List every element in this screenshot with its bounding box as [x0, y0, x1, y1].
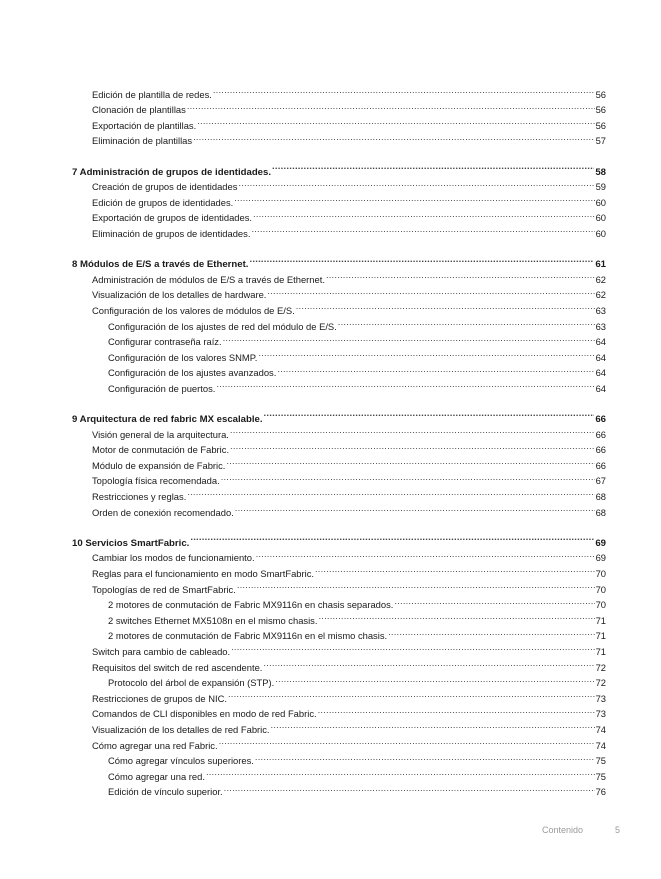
toc-entry-page: 66	[595, 428, 606, 440]
toc-dot-leader	[219, 733, 595, 749]
toc-entry-page: 71	[595, 614, 606, 626]
toc-entry-page: 72	[595, 661, 606, 673]
toc-entry-page: 69	[595, 537, 606, 549]
toc-dot-leader	[338, 314, 595, 330]
toc-dot-leader	[256, 546, 595, 562]
toc-dot-leader	[238, 175, 594, 191]
toc-entry-title: Creación de grupos de identidades	[92, 181, 238, 193]
toc-entry-page: 64	[595, 336, 606, 348]
toc-entry-page: 61	[595, 259, 606, 271]
toc-dot-leader	[237, 577, 595, 593]
toc-dot-leader	[264, 406, 595, 422]
toc-entry[interactable]	[72, 82, 606, 98]
toc-entry-page: 67	[595, 475, 606, 487]
toc-entry-page: 60	[595, 196, 606, 208]
toc-entry-title: Switch para cambio de cableado.	[92, 645, 231, 657]
toc-entry-page: 70	[595, 568, 606, 579]
toc-dot-leader	[224, 780, 595, 796]
toc-entry-page: 75	[595, 755, 606, 767]
toc-dot-leader	[249, 252, 594, 268]
toc-entry-page: 74	[595, 723, 606, 735]
toc-entry-page: 74	[595, 739, 606, 751]
toc-entry-page: 66	[595, 459, 606, 471]
toc-entry-title: Cómo agregar vínculos superiores.	[108, 755, 254, 767]
toc-entry-title: Protocolo del árbol de expansión (STP).	[108, 677, 275, 689]
toc-entry-page: 56	[595, 119, 606, 131]
toc-entry-title: Configuración de los valores SNMP.	[108, 351, 258, 363]
toc-entry-title: Cómo agregar una red.	[108, 770, 205, 782]
toc-entry-page: 76	[595, 786, 606, 798]
toc-entry-title: Cambiar los modos de funcionamiento.	[92, 552, 255, 564]
toc-entry-title: Comandos de CLI disponibles en modo de red Fabric.	[92, 708, 317, 720]
toc-entry-page: 70	[595, 599, 606, 611]
toc-entry-title: Configurar contraseña raíz.	[108, 336, 222, 348]
toc-entry-title: Eliminación de grupos de identidades.	[92, 227, 251, 239]
toc-dot-leader	[230, 438, 595, 454]
toc-dot-leader	[231, 639, 594, 655]
toc-entry-title: Motor de conmutación de Fabric.	[92, 444, 230, 456]
toc-entry-title: Edición de grupos de identidades.	[92, 196, 234, 208]
toc-entry-title: Exportación de plantillas.	[92, 119, 197, 131]
toc-entry-page: 72	[595, 677, 606, 689]
toc-entry-page: 60	[595, 227, 606, 239]
toc-dot-leader	[226, 453, 594, 469]
toc-entry-page: 63	[595, 320, 606, 332]
toc-entry-title: Visualización de los detalles de red Fabric.	[92, 723, 270, 735]
toc-entry-title: Visualización de los detalles de hardware.	[92, 289, 267, 301]
toc-entry-page: 73	[595, 692, 606, 704]
toc-entry-page: 62	[595, 289, 606, 301]
toc-dot-leader	[216, 376, 594, 392]
toc-entry-title: Configuración de los ajustes avanzados.	[108, 367, 277, 379]
toc-entry-title: Eliminación de plantillas	[92, 135, 193, 147]
toc-dot-leader	[228, 686, 595, 702]
toc-dot-leader	[315, 561, 595, 577]
toc-entry-page: 64	[595, 382, 606, 394]
toc-entry-page: 68	[595, 491, 606, 503]
toc-dot-leader	[271, 717, 595, 733]
toc-chapter-entry[interactable]	[72, 530, 606, 549]
toc-entry-title: 2 motores de conmutación de Fabric MX9116n en el mismo chasis.	[108, 630, 388, 642]
toc-dot-leader	[206, 764, 595, 780]
toc-dot-leader	[190, 530, 594, 546]
toc-dot-leader	[187, 98, 595, 114]
toc-chapter-entry[interactable]	[72, 406, 606, 426]
toc-entry-title: Configuración de puertos.	[108, 382, 216, 394]
toc-entry-title: 2 motores de conmutación de Fabric MX9116n en chasis separados.	[108, 599, 394, 611]
table-of-contents	[72, 82, 606, 798]
toc-dot-leader	[263, 655, 594, 671]
toc-dot-leader	[388, 624, 594, 640]
toc-dot-leader	[253, 206, 595, 222]
toc-dot-leader	[193, 129, 595, 145]
toc-entry-page: 56	[595, 104, 606, 116]
page-footer	[0, 825, 661, 839]
toc-dot-leader	[187, 484, 594, 500]
toc-entry-title: Exportación de grupos de identidades.	[92, 212, 253, 224]
toc-entry-page: 66	[595, 444, 606, 456]
toc-entry-title: Configuración de los valores de módulos de E/S.	[92, 304, 295, 316]
toc-entry-title: Configuración de los ajustes de red del módulo de E/S.	[108, 320, 337, 332]
toc-dot-leader	[318, 702, 595, 718]
toc-dot-leader	[326, 267, 595, 283]
toc-entry-title: 10 Servicios SmartFabric.	[72, 537, 190, 549]
toc-dot-leader	[223, 330, 595, 346]
toc-dot-leader	[296, 298, 595, 314]
toc-dot-leader	[275, 671, 594, 687]
toc-entry-title: Edición de plantilla de redes.	[92, 88, 212, 100]
toc-entry-page: 73	[595, 708, 606, 720]
toc-dot-leader	[258, 345, 594, 361]
footer-page-number: 5	[614, 825, 620, 835]
toc-entry-title: Reglas para el funcionamiento en modo SmartFabric.	[92, 568, 314, 579]
toc-entry-page: 56	[595, 88, 606, 100]
toc-dot-leader	[197, 113, 594, 129]
toc-entry-page: 66	[595, 414, 606, 426]
toc-entry-title: Topologías de red de SmartFabric.	[92, 583, 236, 595]
toc-entry-title: 2 switches Ethernet MX5108n en el mismo chasis.	[108, 614, 318, 626]
toc-dot-leader	[251, 221, 594, 237]
toc-entry-page: 60	[595, 212, 606, 224]
toc-entry-page: 64	[595, 367, 606, 379]
toc-entry-title: 8 Módulos de E/S a través de Ethernet.	[72, 259, 249, 271]
toc-entry-page: 70	[595, 583, 606, 595]
toc-dot-leader	[394, 593, 594, 609]
toc-dot-leader	[234, 190, 594, 206]
toc-entry-page: 58	[595, 166, 606, 178]
toc-entry-page: 68	[595, 506, 606, 518]
toc-dot-leader	[272, 159, 594, 175]
toc-entry-page: 63	[595, 304, 606, 316]
toc-chapter-entry[interactable]	[72, 252, 606, 271]
toc-entry-title: Edición de vínculo superior.	[108, 786, 223, 798]
toc-entry-page: 62	[595, 273, 606, 285]
toc-dot-leader	[277, 361, 594, 377]
toc-entry-page: 75	[595, 770, 606, 782]
toc-entry-title: Topología física recomendada.	[92, 475, 220, 487]
toc-entry-title: Clonación de plantillas	[92, 104, 186, 116]
toc-entry-title: Requisitos del switch de red ascendente.	[92, 661, 263, 673]
toc-entry-page: 71	[595, 645, 606, 657]
footer-section-label: Contenido	[541, 825, 583, 835]
toc-entry-title: 9 Arquitectura de red fabric MX escalable.	[72, 414, 263, 426]
toc-entry-title: Cómo agregar una red Fabric.	[92, 739, 218, 751]
toc-dot-leader	[255, 749, 595, 765]
toc-dot-leader	[267, 283, 594, 299]
toc-entry-title: 7 Administración de grupos de identidades.	[72, 166, 272, 178]
toc-entry-page: 69	[595, 552, 606, 564]
toc-entry-title: Módulo de expansión de Fabric.	[92, 459, 226, 471]
toc-entry-title: Restricciones de grupos de NIC.	[92, 692, 227, 704]
toc-entry-page: 71	[595, 630, 606, 642]
toc-entry-page: 59	[595, 181, 606, 193]
toc-dot-leader	[213, 82, 595, 98]
toc-entry-title: Restricciones y reglas.	[92, 491, 187, 503]
toc-dot-leader	[318, 608, 594, 624]
toc-dot-leader	[235, 500, 595, 516]
toc-dot-leader	[230, 422, 595, 438]
toc-entry-title: Orden de conexión recomendado.	[92, 506, 234, 518]
toc-entry-page: 64	[595, 351, 606, 363]
toc-dot-leader	[221, 469, 595, 485]
toc-chapter-entry[interactable]	[72, 159, 606, 178]
toc-entry-title: Administración de módulos de E/S a través de Ethernet.	[92, 273, 325, 285]
toc-entry-page: 57	[595, 135, 606, 147]
toc-entry-title: Visión general de la arquitectura.	[92, 428, 229, 440]
